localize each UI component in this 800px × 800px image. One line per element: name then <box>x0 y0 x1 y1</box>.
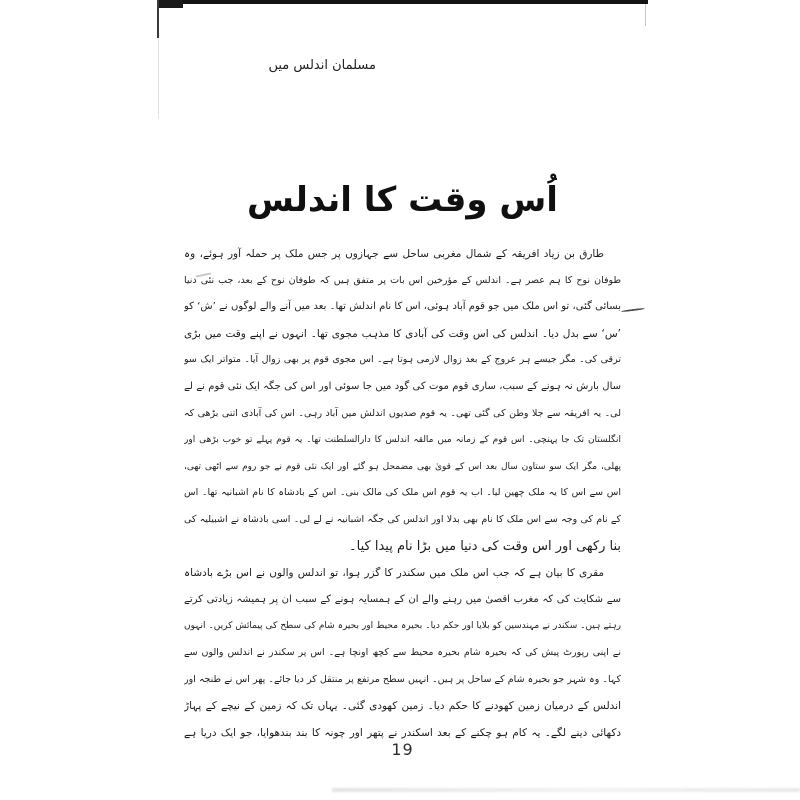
scan-smudge-bottom <box>332 788 800 792</box>
text-line: طارق بن زیاد افریقہ کے شمال مغربی ساحل سے جہازوں پر جس ملک پر حملہ آور ہوئے، وہ <box>184 248 604 260</box>
text-line: لی۔ یہ افریقہ سے جلا وطن کی گئی تھی۔ یہ قوم صدیوں اندلش میں آباد رہی۔ اس کی آبادی اتنی بڑھی کہ <box>184 407 621 419</box>
chapter-title: اُس وقت کا اندلس <box>247 180 558 220</box>
text-line: بنا رکھی اور اس وقت کی دنیا میں بڑا نام پیدا کیا۔ <box>349 538 621 554</box>
text-line: سال بارش نہ ہونے کے سبب، ساری قوم موت کی گود میں جا سوئی اور اس کی جگہ ایک نئی قوم نے لے <box>184 380 621 392</box>
text-line: نے اپنی رپورٹ پیش کی کہ بحیرہ شام بحیرہ محیط سے کچھ اونچا ہے۔ اس پر سکندر نے اندلس والوں سے <box>184 646 621 658</box>
text-line: پھلی، مگر ایک سو ستاون سال بعد اس کے قویٰ بھی مضمحل ہو گئے اور ایک نئی قوم نے جو روم سے اٹھی تھی، <box>184 461 621 472</box>
scan-edge-left <box>157 0 159 38</box>
text-line: مقری کا بیان ہے کہ جب اس ملک میں سکندر کا گزر ہوا، تو اندلس والوں نے اس بڑے بادشاہ <box>184 567 604 580</box>
text-line: ’س‘ سے بدل دیا۔ اندلس کی اس وقت کی آبادی کا مذہب مجوی تھا۔ انہوں نے اپنے وقت میں بڑی <box>184 327 621 340</box>
running-header: مسلمان اندلس میں <box>268 58 376 73</box>
text-line: کہا۔ وہ شہر جو بحیرہ شام کے ساحل پر ہیں۔ انہیں سطح مرتفع پر منتقل کر دیا جائے۔ پھر اس نے طنجہ اور <box>184 673 621 685</box>
scan-mark-tilde <box>621 308 645 313</box>
text-line: انگلستان تک جا پہنچی۔ اس قوم کے زمانہ میں مالقہ اندلس کا دارالسلطنت تھا۔ یہ قوم پہلے تو خوب بڑھی اور <box>184 435 621 446</box>
scan-edge-top <box>157 0 648 4</box>
text-line: دکھائی دینے لگے۔ یہ کام ہو چکنے کے بعد اسکندر نے پتھر اور چونہ کا بند بندھوایا، جو ایک دریا ہے <box>184 726 621 739</box>
text-line: اس سے اس کا یہ ملک چھین لیا۔ اب یہ قوم اس ملک کی مالک بنی۔ اس کے بادشاہ کا نام اشبانیہ تھا۔ اس <box>184 487 621 499</box>
text-line: سے شکایت کی کہ مغرب اقصیٰ میں رہنے والے ان کے ہمسایہ ہونے کے سبب ان پر ہمیشہ زیادتی کرتے <box>184 593 621 605</box>
scan-edge-left-faint <box>158 38 159 118</box>
body-text <box>184 241 621 746</box>
page-number: 19 <box>391 740 414 759</box>
scan-edge-top-corner <box>157 0 183 8</box>
text-line: اندلس کے درمیان زمین کھودنے کا حکم دیا۔ زمین کھودی گئی۔ یہاں تک کہ زمین کے نیچے کے پہاڑ <box>184 700 621 713</box>
text-line: کے نام کی وجہ سے اس ملک کا نام بھی بدلا اور اندلس کی جگہ اشبانیہ نے لے لی۔ اسی بادشاہ نے اشبیلیہ کی <box>184 513 621 525</box>
text-line: بسائی گئی، تو اس ملک میں جو قوم آباد ہوئی، اس کا نام اندلش تھا۔ بعد میں آنے والے لوگوں نے ’ش‘ کو <box>184 301 621 313</box>
text-line: ترقی کی۔ مگر جیسے ہر عروج کے بعد زوال لازمی ہوتا ہے۔ اس مجوی قوم پر بھی زوال آیا۔ متواتر ایک سو <box>184 354 621 366</box>
scan-edge-right <box>645 0 646 26</box>
text-line: طوفان نوح کا ہم عصر ہے۔ اندلس کے مؤرخین اس بات پر متفق ہیں کہ طوفان نوح کے بعد، جب نئی دنیا <box>184 274 621 286</box>
text-line: رہتے ہیں۔ سکندر نے مہندسین کو بلایا اور حکم دیا۔ بحیرہ محیط اور بحیرہ شام کی سطح کی پیمائش کریں۔ انہوں <box>184 621 621 632</box>
